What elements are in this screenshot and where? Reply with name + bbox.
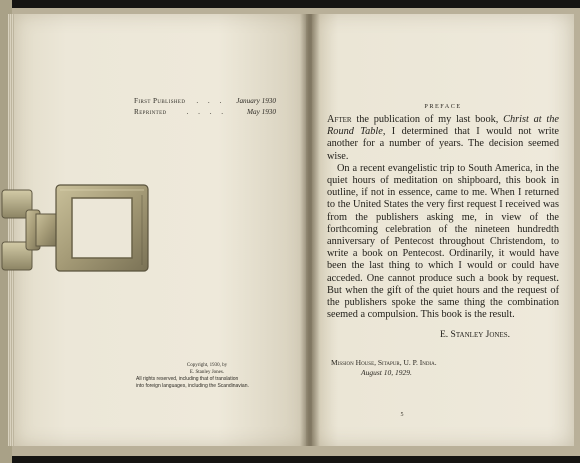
place-and-date: [331, 358, 561, 378]
page-number: 5: [400, 412, 404, 418]
leader-dots: . . .: [196, 97, 226, 105]
preface-body: [327, 114, 559, 321]
rights-line: All rights reserved, including that of translation: [136, 376, 239, 382]
publication-label: First Published: [134, 97, 186, 105]
date-line: August 10, 1929.: [361, 368, 412, 377]
copyright-holder: E. Stanley Jones.: [189, 369, 225, 375]
author-signature: E. Stanley Jones.: [440, 330, 510, 340]
place-line: Mission House, Sitapur, U. P. India.: [331, 358, 437, 367]
page-holder-clip-icon: [0, 180, 150, 275]
book-title: Christ at the Round Table: [327, 114, 559, 138]
copyright-line: Copyright, 1930, by: [186, 363, 228, 368]
publication-row-first: [134, 96, 276, 107]
publication-row-reprint: [134, 107, 276, 118]
publication-date: May 1930: [247, 108, 276, 116]
text-run: the publication of my last book,: [351, 114, 504, 125]
lead-word: After: [327, 114, 352, 125]
publication-label: Reprinted: [134, 108, 167, 116]
leader-dots: . . . .: [186, 108, 228, 116]
publication-info: [134, 96, 276, 118]
copyright-notice: [132, 363, 282, 389]
publication-date: January 1930: [236, 97, 276, 105]
book-gutter: [300, 14, 320, 446]
text-run: , I determined that I would not write another for a number of years. The decision seemed wise.: [327, 126, 559, 162]
preface-heading: PREFACE: [424, 103, 462, 110]
preface-paragraph: On a recent evangelistic trip to South America, in the quiet hours of meditation on shipboard, this book in outline, if not in essence, came to me. When I returned to the United States the very first request I received was from the publishers asking me, in view of the forthcoming celebration of the nineteen hundredth anniversary of Pentecost throughout Christendom, to write a book on Pentecost. Ordinarily, it would have been the last thing to which I would or could have acceded. One cannot produce such a book by request. But when the gift of the quiet hours and the request of the publishers spoke the same thing the combination seemed a compulsion. This book is the result.: [327, 162, 559, 321]
preface-paragraph: [327, 114, 559, 163]
rights-line: into foreign languages, including the Scandinavian.: [136, 382, 249, 389]
